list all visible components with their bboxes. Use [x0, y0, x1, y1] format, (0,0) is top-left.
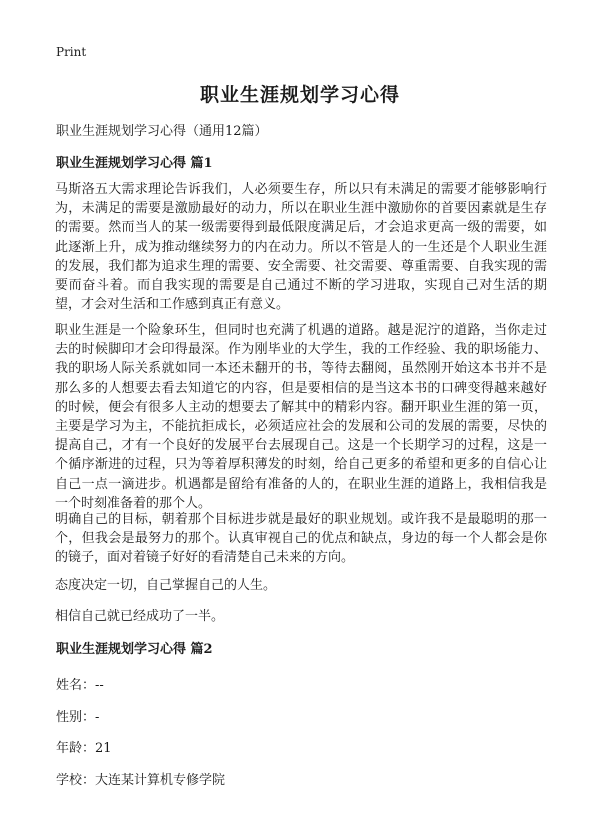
- paragraph-3: 明确自己的目标，朝着那个目标进步就是最好的职业规划。或许我不是最聪明的那一个，但我会是最努力的那个。认真审视自己的优点和缺点，身边的每一个人都会是你的镜子，面对着镜子好好的看清楚自己未来的方向。: [55, 512, 547, 566]
- section-heading-2: 职业生涯规划学习心得 篇2: [56, 642, 213, 657]
- paragraph-5: 相信自己就已经成功了一半。: [55, 609, 225, 624]
- field-school: 学校：大连某计算机专修学院: [56, 773, 226, 788]
- document-subtitle: 职业生涯规划学习心得（通用12篇）: [56, 124, 268, 139]
- field-name: 姓名：--: [56, 678, 104, 693]
- section-heading-1: 职业生涯规划学习心得 篇1: [56, 156, 213, 171]
- paragraph-1: 马斯洛五大需求理论告诉我们，人必须要生存，所以只有未满足的需要才能够影响行为，未满足的需要是激励最好的动力，所以在职业生涯中激励你的首要因素就是生存的需要。然而当人的某一级需要得到最低限度满足后，才会追求更高一级的需要，如此逐渐上升，成为推动继续努力的内在动力。所以不管是人的一生还是个人职业生涯的发展，我们都为追求生理的需要、安全需要、社交需要、尊重需要、自我实现的需要而奋斗着。而自我实现的需要是自己通过不断的学习进取，实现自己对生活的期望，才会对生活和工作感到真正有意义。: [55, 182, 547, 313]
- paragraph-2: 职业生涯是一个险象环生，但同时也充满了机遇的道路。越是泥泞的道路，当你走过去的时候脚印才会印得最深。作为刚毕业的大学生，我的工作经验、我的职场能力、我的职场人际关系就如同一本还未翻开的书，等待去翻阅，虽然刚开始这本书并不是那么多的人想要去看去知道它的内容，但是要相信的是当这本书的口碑变得越来越好的时候，便会有很多人主动的想要去了解其中的精彩内容。翻开职业生涯的第一页，主要是学习为主，不能抗拒成长，必须适应社会的发展和公司的发展的需要，尽快的提高自己，才有一个良好的发展平台去展现自己。这是一个长期学习的过程，这是一个循序渐进的过程，只为等着厚积薄发的时刻，给自己更多的希望和更多的自信心让自己一点一滴进步。机遇都是留给有准备的人的，在职业生涯的道路上，我相信我是一个时刻准备着的那个人。: [55, 323, 547, 511]
- print-button[interactable]: Print: [56, 45, 87, 59]
- page-title: 职业生涯规划学习心得: [199, 84, 400, 106]
- field-age: 年龄：21: [56, 741, 112, 756]
- field-gender: 性别：-: [56, 710, 100, 725]
- paragraph-4: 态度决定一切，自己掌握自己的人生。: [55, 578, 277, 593]
